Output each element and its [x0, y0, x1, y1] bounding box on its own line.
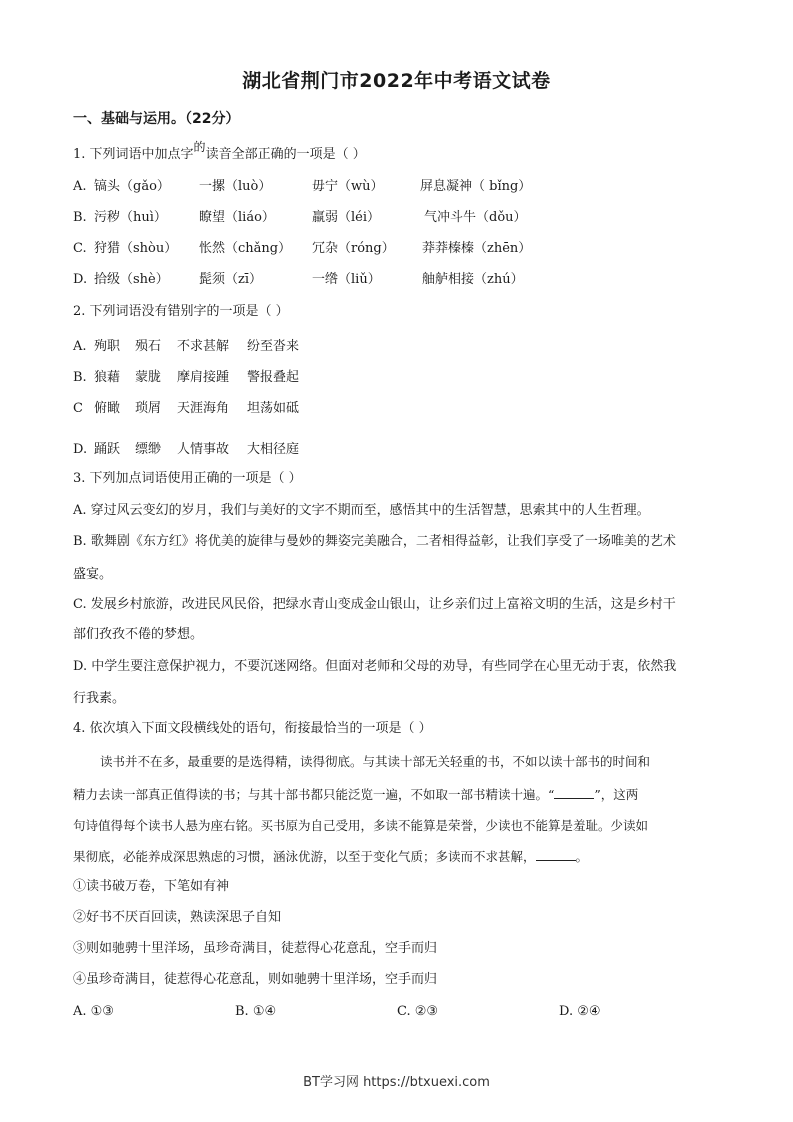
question-3-stem: 3. 下列加点词语使用正确的一项是（ ）	[73, 471, 302, 486]
q4-item-1: ①读书破万卷，下笔如有神	[73, 879, 230, 894]
footer-watermark: BT学习网 https://btxuexi.com	[303, 1075, 490, 1090]
q1-b-item-4: 气冲斗牛（dǒu）	[424, 210, 527, 225]
q4-choice-b: B. ①④	[235, 1004, 277, 1019]
q1-a-item-2: 一摞（luò）	[199, 179, 272, 194]
exam-page: 湖北省荆门市2022年中考语文试卷 一、基础与运用。（22分） 1. 下列词语中加点字的读音全部正确的一项是（ ） A. 镐头（gǎo） 一摞（luò） 毋宁（wù） 屏息凝神（ bǐng） B. 污秽（huì） 瞭望（liáo） 羸弱（léi） 气冲斗牛（dǒu） C. 狩猎（shòu） 怅然（chǎng） 冗杂（róng） 莽莽榛榛（zhēn） D. 拾级（shè） 髭须（zī） 一绺（liǔ） 舳舻相接（zhú） 2. 下列词语没有错别字的一项是（ ） A. 殉职 殒石 不求甚解 纷至沓来 B. 狼藉 蒙胧 摩肩接踵 警报叠起 C 俯瞰 琐屑 天涯海角 坦荡如砥 D. 踊跃 缥缈 人情事故 大相径庭 3. 下列加点词语使用正确的一项是（ ） A. 穿过风云变幻的岁月，我们与美好的文字不期而至，感悟其中的生活智慧，思索其中的人生哲理。 B. 歌舞剧《东方红》将优美的旋律与曼妙的舞姿完美融合，二者相得益彰，让我们享受了一场唯美的艺术 盛宴。 C. 发展乡村旅游，改进民风民俗，把绿水青山变成金山银山，让乡亲们过上富裕文明的生活，这是乡村干 部们孜孜不倦的梦想。 D. 中学生要注意保护视力，不要沉迷网络。但面对老师和父母的劝导，有些同学在心里无动于衷，依然我 行我素。 4. 依次填入下面文段横线处的语句，衔接最恰当的一项是（ ） 读书并不在多，最重要的是选得精，读得彻底。与其读十部无关轻重的书，不如以读十部书的时间和 精力去读一部真正值得读的书；与其十部书都只能泛览一遍，不如取一部书精读十遍。“ ”，这两 句诗值得每个读书人悬为座右铭。买书原为自己受用，多读不能算是荣誉，少读也不能算是羞耻。少读如 果彻底，必能养成深思熟虑的习惯，涵泳优游，以至于变化气质；多读而不求甚解， 。 ①读书破万卷，下笔如有神 ②好书不厌百回读，熟读深思子自知 ③则如驰骋十里洋场，虽珍奇满目，徒惹得心花意乱，空手而归 ④虽珍奇满目，徒惹得心花意乱，则如驰骋十里洋场，空手而归 A. ①③ B. ①④ C. ②③ D. ②④ BT学习网 https://btxuexi.com	[0, 0, 793, 1122]
question-1-superscript: 的	[193, 140, 206, 154]
q1-a-item-3: 毋宁（wù）	[312, 179, 384, 194]
q1-c-item-4: 莽莽榛榛（zhēn）	[422, 241, 532, 256]
q4-passage-line3: 句诗值得每个读书人悬为座右铭。买书原为自己受用，多读不能算是荣誉，少读也不能算是羞耻。少读如	[73, 818, 649, 833]
q4-choice-d: D. ②④	[559, 1004, 601, 1019]
q4-item-2: ②好书不厌百回读，熟读深思子自知	[73, 910, 282, 925]
question-1-stem: 1. 下列词语中加点字的读音全部正确的一项是（ ）	[73, 140, 366, 162]
q1-c-item-3: 冗杂（róng）	[312, 241, 395, 256]
fill-blank-2	[536, 848, 576, 861]
q4-item-3: ③则如驰骋十里洋场，虽珍奇满目，徒惹得心花意乱，空手而归	[73, 941, 438, 956]
q1-b-item-1: 污秽（huì）	[94, 210, 167, 225]
q1-d-item-3: 一绺（liǔ）	[312, 272, 381, 287]
q1-c-item-1: 狩猎（shòu）	[94, 241, 178, 256]
q1-d-item-1: 拾级（shè）	[94, 272, 169, 287]
q1-b-item-2: 瞭望（liáo）	[199, 210, 275, 225]
q1-a-item-4: 屏息凝神（ bǐng）	[420, 179, 532, 194]
q4-passage-line2: 精力去读一部真正值得读的书；与其十部书都只能泛览一遍，不如取一部书精读十遍。“ ”，这两	[73, 787, 639, 802]
q3-option-d-line1: D. 中学生要注意保护视力，不要沉迷网络。但面对老师和父母的劝导，有些同学在心里无动于衷，依然我	[73, 659, 677, 674]
q4-passage-line1: 读书并不在多，最重要的是选得精，读得彻底。与其读十部无关轻重的书，不如以读十部书的时间和	[100, 754, 651, 769]
q4-choice-a: A. ①③	[73, 1004, 114, 1019]
page-title: 湖北省荆门市2022年中考语文试卷	[242, 70, 551, 92]
q3-option-d-line2: 行我素。	[73, 691, 126, 706]
q1-d-item-4: 舳舻相接（zhú）	[422, 272, 524, 287]
fill-blank-1	[554, 786, 594, 799]
q4-choice-c: C. ②③	[397, 1004, 439, 1019]
q1-b-item-3: 羸弱（léi）	[312, 210, 381, 225]
q1-d-item-2: 髭须（zī）	[199, 272, 263, 287]
q1-c-item-2: 怅然（chǎng）	[199, 241, 292, 256]
q3-option-b-line2: 盛宴。	[73, 567, 113, 582]
question-4-stem: 4. 依次填入下面文段横线处的语句，衔接最恰当的一项是（ ）	[73, 721, 432, 736]
q3-option-c-line1: C. 发展乡村旅游，改进民风民俗，把绿水青山变成金山银山，让乡亲们过上富裕文明的生活，这是乡村干	[73, 597, 676, 612]
q3-option-c-line2: 部们孜孜不倦的梦想。	[73, 627, 204, 642]
q3-option-b-line1: B. 歌舞剧《东方红》将优美的旋律与曼妙的舞姿完美融合，二者相得益彰，让我们享受了一场唯美的艺术	[73, 534, 676, 549]
q4-passage-line4: 果彻底，必能养成深思熟虑的习惯，涵泳优游，以至于变化气质；多读而不求甚解， 。	[73, 849, 589, 864]
q3-option-a: A. 穿过风云变幻的岁月，我们与美好的文字不期而至，感悟其中的生活智慧，思索其中的人生哲理。	[73, 503, 650, 518]
section-heading: 一、基础与运用。（22分）	[73, 111, 240, 127]
question-2-stem: 2. 下列词语没有错别字的一项是（ ）	[73, 304, 289, 319]
q1-a-item-1: 镐头（gǎo）	[94, 179, 170, 194]
q4-item-4: ④虽珍奇满目，徒惹得心花意乱，则如驰骋十里洋场，空手而归	[73, 972, 438, 987]
